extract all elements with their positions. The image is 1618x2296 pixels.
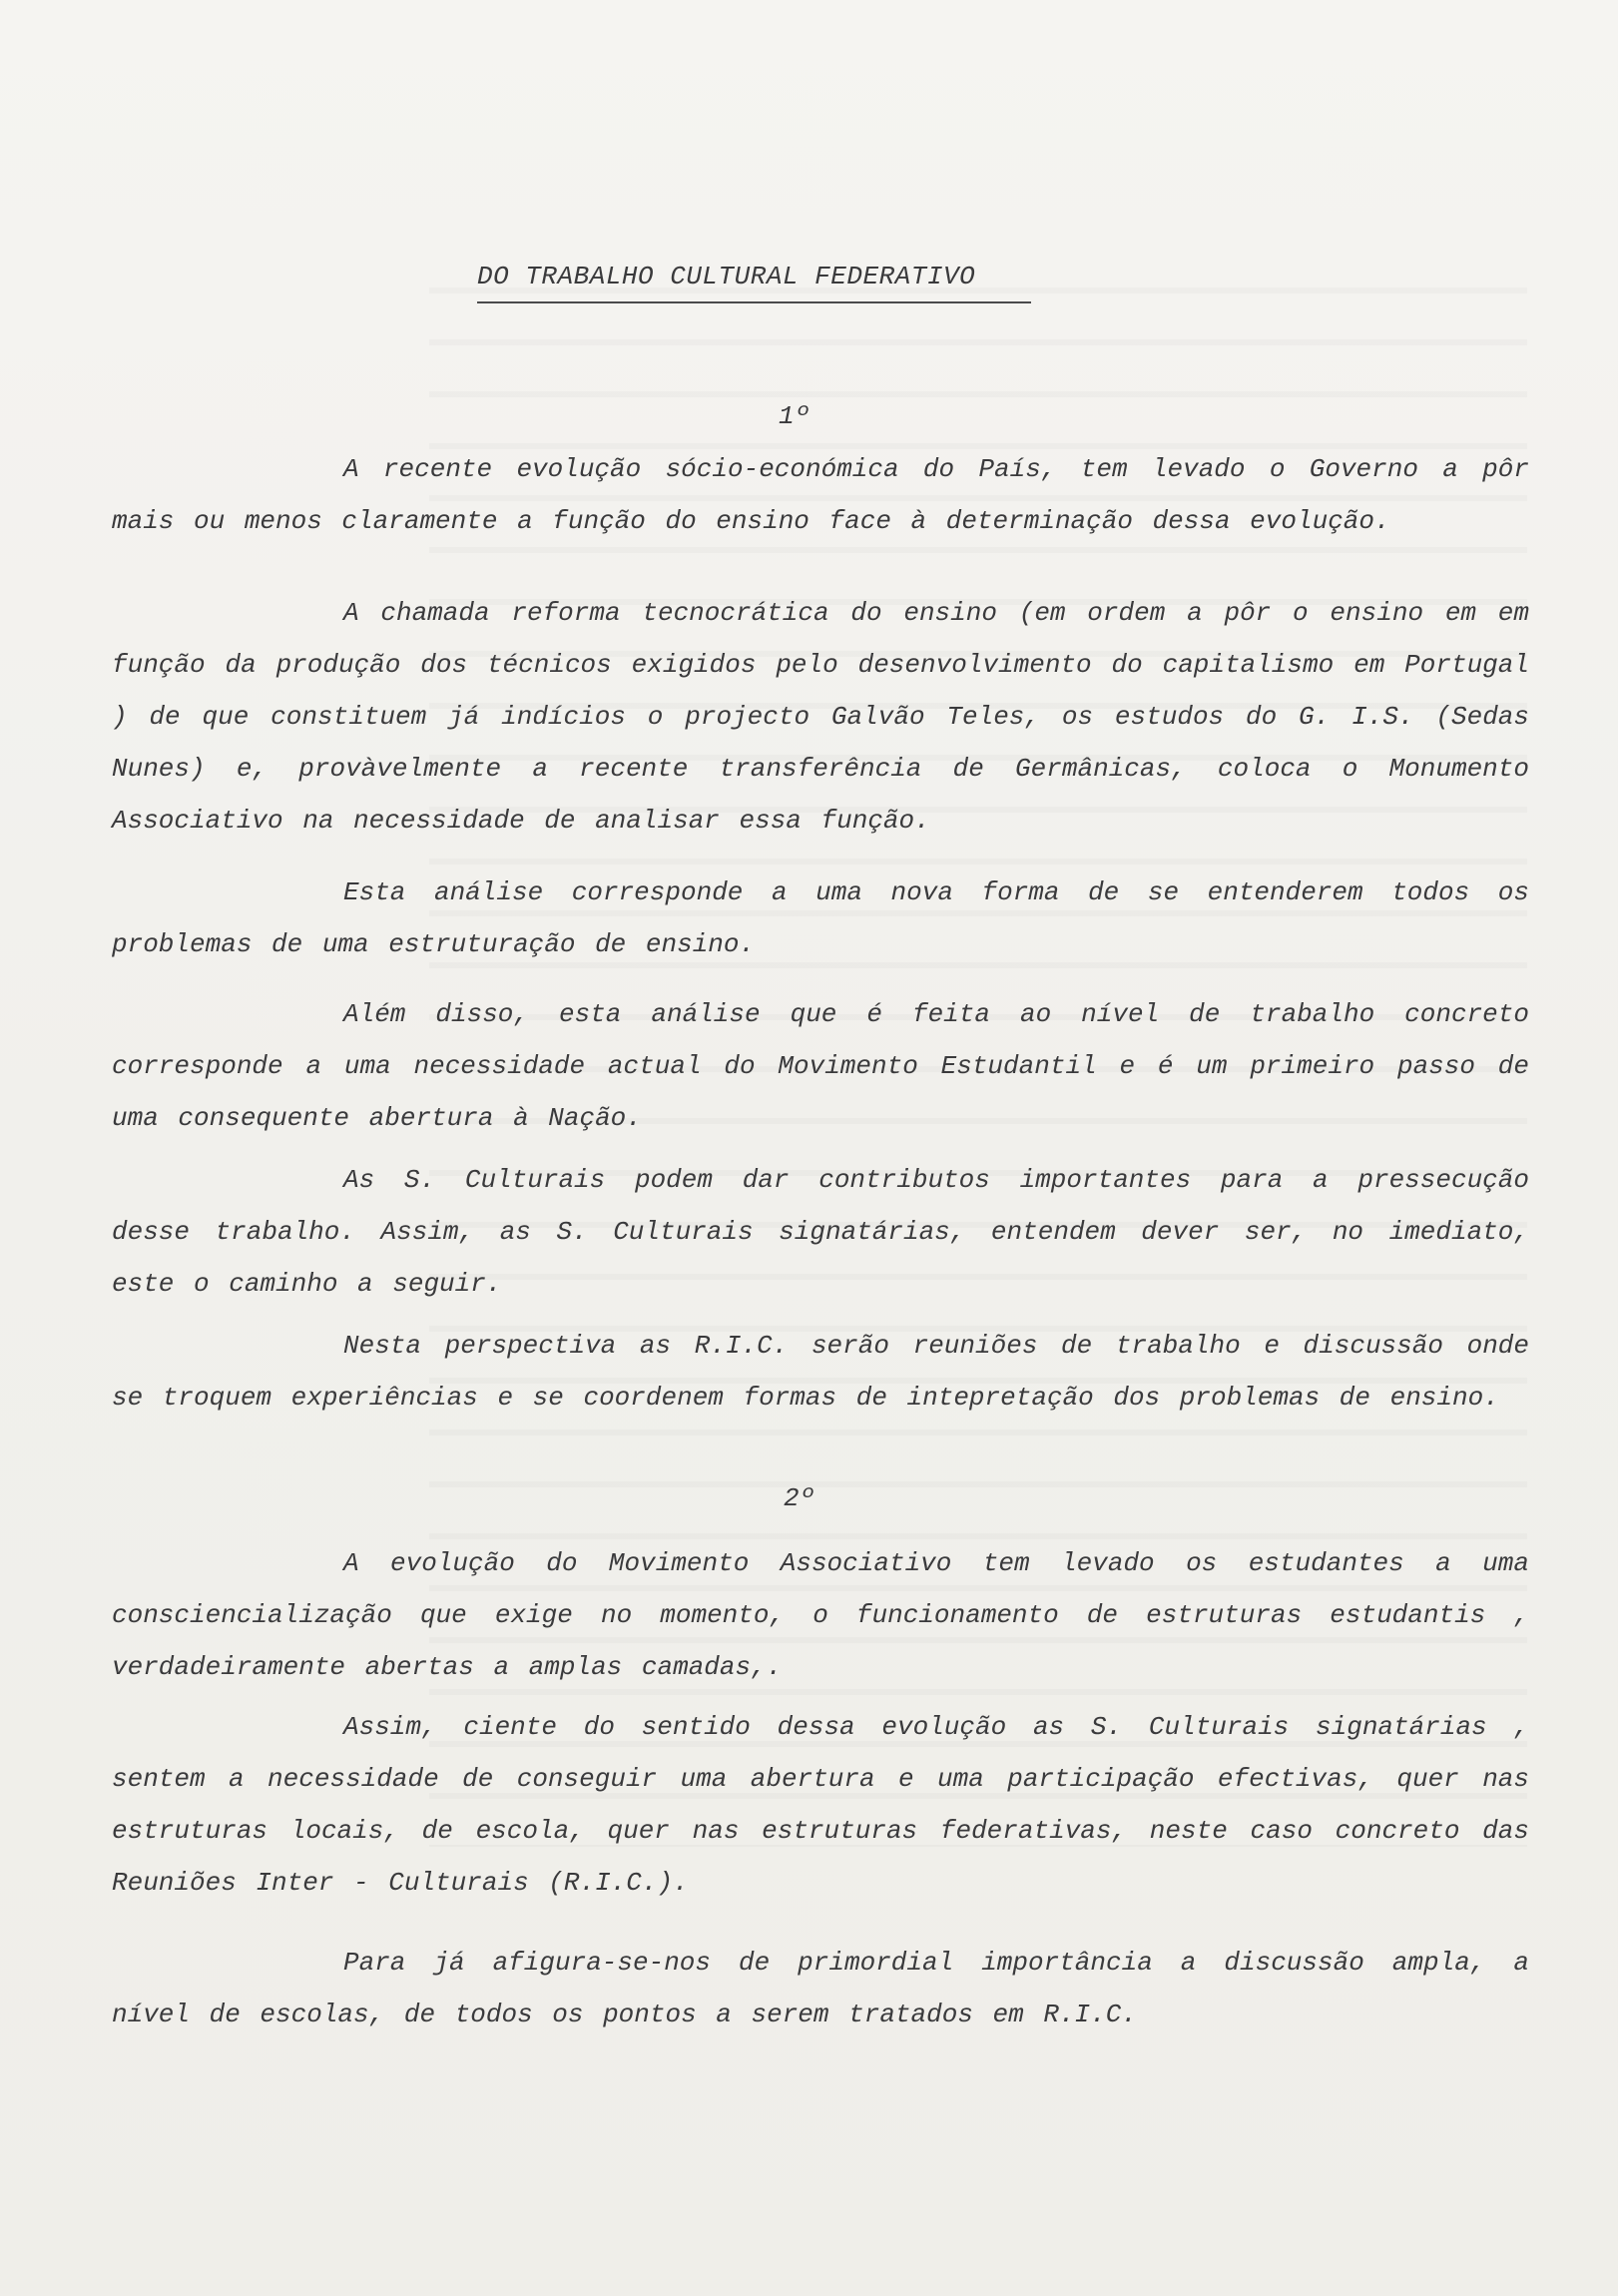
document-title: DO TRABALHO CULTURAL FEDERATIVO [477, 262, 1031, 303]
paragraph-1-1: A recente evolução sócio-económica do País, tem levado o Governo a pôr mais ou menos claramente a função do ensino face à determinação dessa evolução. [112, 454, 1529, 536]
paragraph-2-2: Assim, ciente do sentido dessa evolução as S. Culturais signatárias , sentem a necessidade de conseguir uma abertura e uma participação efectivas, quer nas estruturas locais, de escola, quer nas estruturas federativas, neste caso concreto das Reuniões Inter - Culturais (R.I.C.). [112, 1712, 1529, 1898]
paragraph-1-4: Além disso, esta análise que é feita ao nível de trabalho concreto corresponde a uma necessidade actual do Movimento Estudantil e é um primeiro passo de uma consequente abertura à Nação. [112, 999, 1529, 1133]
paragraph-2-1: A evolução do Movimento Associativo tem levado os estudantes a uma consciencialização que exige no momento, o funcionamento de estruturas estudantis , verdadeiramente abertas a amplas camadas,. [112, 1548, 1529, 1682]
paragraph-2-3: Para já afigura-se-nos de primordial importância a discussão ampla, a nível de escolas, de todos os pontos a serem tratados em R.I.C. [112, 1948, 1529, 2029]
paragraph-1-3: Esta análise corresponde a uma nova forma de se entenderem todos os problemas de uma estruturação de ensino. [112, 877, 1529, 959]
paragraph-1-6: Nesta perspectiva as R.I.C. serão reuniões de trabalho e discussão onde se troquem experiências e se coordenem formas de intepretação dos problemas de ensino. [112, 1331, 1529, 1413]
paragraph-1-2: A chamada reforma tecnocrática do ensino (em ordem a pôr o ensino em em função da produção dos técnicos exigidos pelo desenvolvimento do capitalismo em Portugal ) de que constituem já indícios o projecto Galvão Teles, os estudos do G. I.S. (Sedas Nunes) e, provàvelmente a recente transferência de Germânicas, coloca o Monumento Associativo na necessidade de analisar essa função. [112, 598, 1529, 836]
section-number-2: 2º [784, 1483, 815, 1513]
paragraph-1-5: As S. Culturais podem dar contributos importantes para a pressecução desse trabalho. Assim, as S. Culturais signatárias, entendem dever ser, no imediato, este o caminho a seguir. [112, 1165, 1529, 1299]
section-number-1: 1º [779, 401, 810, 431]
